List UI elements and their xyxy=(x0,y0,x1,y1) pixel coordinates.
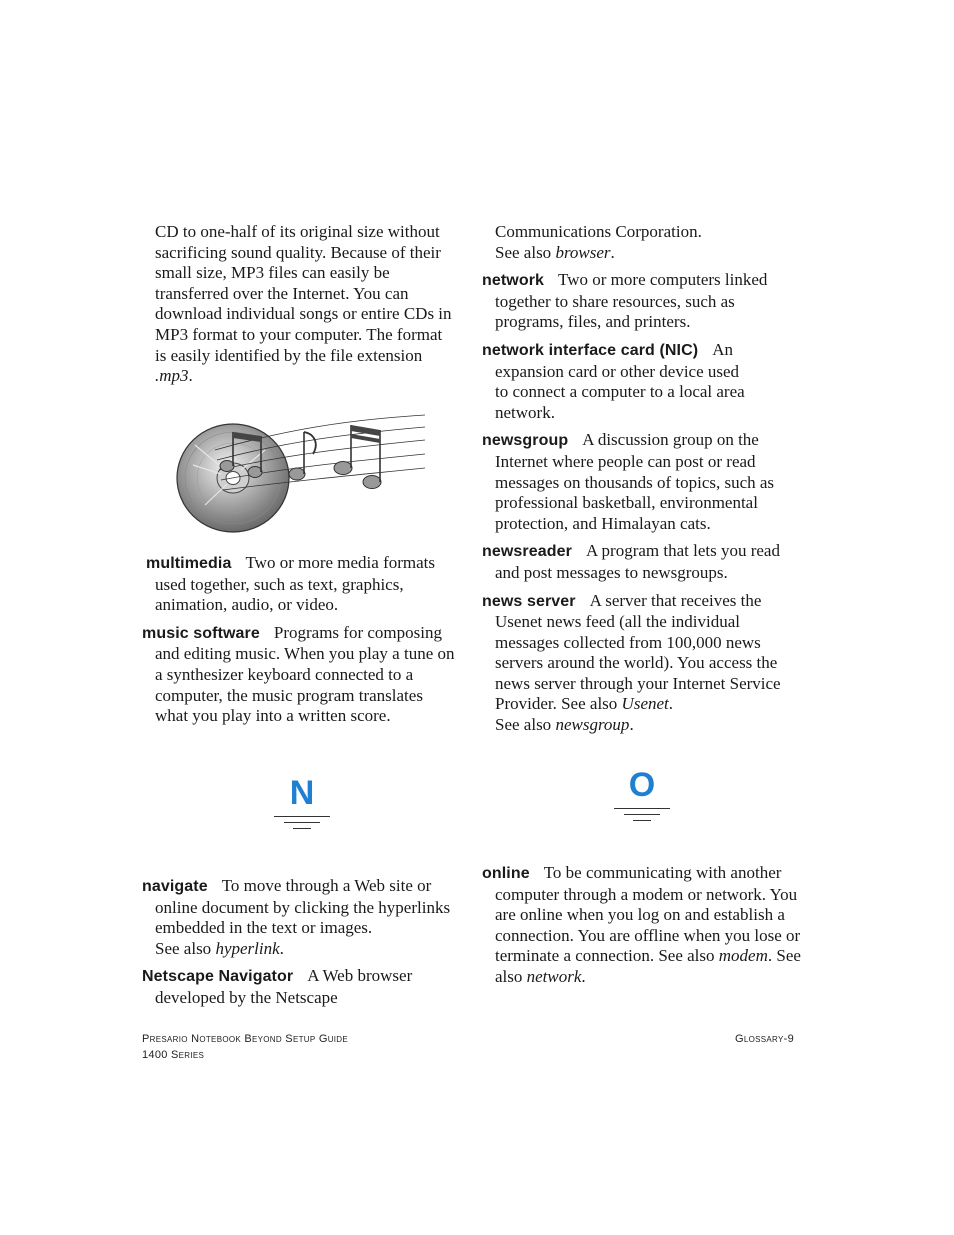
divider xyxy=(293,828,311,829)
left-column xyxy=(142,222,457,387)
footer-series: 1400 Series xyxy=(142,1049,205,1061)
term-network: network xyxy=(482,272,545,290)
footer-guide-title: Presario Notebook Beyond Setup Guide xyxy=(142,1033,349,1045)
period: . xyxy=(581,966,586,986)
entry-newsgroup xyxy=(482,430,802,534)
term-music-software: music software xyxy=(142,624,260,642)
see-also-network: network xyxy=(526,966,582,986)
section-letter-o xyxy=(612,768,672,821)
definition-online: To be communicating with another computer through a modem or network. You are online when you log on and establish a connection. You are offline when you lose or terminate a connection. See also xyxy=(495,863,801,966)
continuation-text: Communications Corporation. xyxy=(495,222,702,241)
see-also-browser: browser xyxy=(555,242,611,262)
term-newsgroup: newsgroup xyxy=(482,432,569,450)
definition-multimedia: Two or more media formats used together, such as text, graphics, animation, audio, or video. xyxy=(155,553,436,615)
mp3-text: CD to one-half of its original size without sacrificing sound quality. Because of their small size, MP3 files can easily be transferred over the Internet. You can download individual songs or entire CDs in MP3 format to your computer. The format is easily identified by the file extension xyxy=(155,222,452,365)
entry-online xyxy=(482,863,802,988)
definition-music-software: Programs for composing and editing music. When you play a tune on a synthesizer keyboard connected to a computer, the music program translates what you play into a written score. xyxy=(155,622,455,726)
entry-nic xyxy=(482,340,802,423)
term-online: online xyxy=(482,865,530,882)
term-netscape-navigator: Netscape Navigator xyxy=(142,968,294,986)
entry-navigate xyxy=(142,876,457,959)
divider xyxy=(633,820,651,821)
netscape-continuation xyxy=(482,222,802,263)
see-also-label: See also xyxy=(155,938,216,958)
term-multimedia: multimedia xyxy=(146,555,232,572)
left-column-entries xyxy=(142,553,457,734)
divider xyxy=(614,808,670,809)
left-column-n-entries xyxy=(142,876,457,1016)
term-nic: network interface card (NIC) xyxy=(482,341,699,359)
definition-news-server: A server that receives the Usenet news feed (all the individual messages collected from 100,000 news servers around the world). You access the news server through your Internet Service Provider. See also xyxy=(495,590,781,714)
definition-newsreader: A program that lets you read and post messages to newsgroups. xyxy=(495,541,780,582)
entry-music-software xyxy=(142,623,457,727)
term-newsreader: newsreader xyxy=(482,543,572,561)
see-also-label: See also xyxy=(495,715,556,735)
see-also-hyperlink: hyperlink xyxy=(215,938,280,958)
section-letter-n xyxy=(272,776,332,829)
mp3-extension: .mp3 xyxy=(155,366,189,386)
definition-nic: An expansion card or other device used to connect a computer to a local area network. xyxy=(495,339,745,422)
period: . xyxy=(668,694,674,714)
entry-news-server xyxy=(482,591,802,736)
right-column-o-entries xyxy=(482,863,802,995)
right-column xyxy=(482,222,802,743)
page-number: Glossary-9 xyxy=(735,1033,794,1045)
period: . xyxy=(610,242,615,262)
definition-netscape-navigator: A Web browser developed by the Netscape xyxy=(155,966,413,1007)
divider xyxy=(274,816,330,817)
see-also-label: See also xyxy=(495,242,556,262)
divider xyxy=(284,822,320,823)
definition-network: Two or more computers linked together to share resources, such as programs, files, and printers. xyxy=(495,270,768,332)
term-navigate: navigate xyxy=(142,878,208,895)
see-also-label: . See also xyxy=(495,946,801,986)
mp3-continuation xyxy=(142,222,457,387)
cd-music-notes-icon xyxy=(175,410,430,535)
period: . xyxy=(279,938,284,958)
entry-netscape-navigator xyxy=(142,966,457,1008)
see-also-newsgroup: newsgroup xyxy=(555,715,630,735)
entry-network xyxy=(482,270,802,333)
see-also-modem: modem xyxy=(718,946,768,966)
divider xyxy=(624,814,660,815)
mp3-period: . xyxy=(188,366,193,386)
letter-o: O xyxy=(628,766,656,804)
letter-n: N xyxy=(289,774,315,812)
entry-newsreader xyxy=(482,541,802,583)
definition-newsgroup: A discussion group on the Internet where people can post or read messages on thousands of topics, such as professional basketball, environmental protection, and Himalayan cats. xyxy=(495,430,775,533)
see-also-usenet: Usenet xyxy=(621,694,669,714)
footer-right xyxy=(735,1031,794,1047)
footer-left xyxy=(142,1031,348,1063)
period: . xyxy=(629,715,634,735)
definition-navigate: To move through a Web site or online document by clicking the hyperlinks embedded in the text or images. xyxy=(155,876,451,938)
term-news-server: news server xyxy=(482,592,576,610)
entry-multimedia xyxy=(142,553,457,616)
